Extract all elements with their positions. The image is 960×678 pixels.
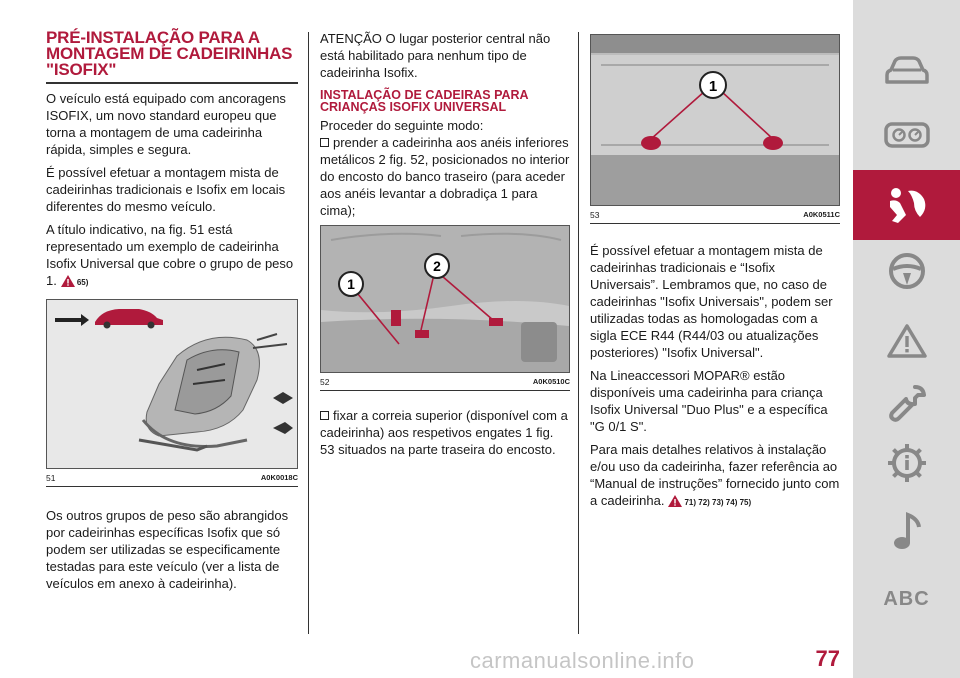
chapter-sidebar	[853, 0, 960, 678]
index-label: ABC	[883, 587, 930, 610]
figure-51-caption	[46, 473, 298, 487]
specs-gear-icon	[886, 442, 928, 484]
car-icon	[885, 56, 929, 86]
page-number: 77	[815, 646, 840, 671]
paragraph-procedure-intro: Proceder do seguinte modo:	[320, 118, 484, 133]
figure-code: A0K0510C	[532, 377, 570, 386]
figure-52-caption	[320, 377, 570, 391]
figure-51-isofix-seat	[46, 299, 298, 469]
figure-52-anchor-rings	[320, 225, 570, 373]
sidebar-item-warnings[interactable]	[853, 306, 960, 376]
warning-reference: 65)	[76, 278, 89, 287]
figure-number: 52	[320, 377, 330, 387]
dashboard-icon	[884, 122, 930, 148]
column-divider-1	[308, 32, 309, 634]
music-note-icon	[892, 511, 922, 551]
steering-wheel-icon	[887, 251, 927, 291]
warning-references: 71) 72) 73) 74) 75)	[684, 498, 752, 507]
airbag-safety-icon	[884, 185, 930, 225]
figure-number: 51	[46, 473, 56, 483]
checkbox-bullet-icon	[320, 138, 329, 147]
bullet-item-top-strap: fixar a correia superior (disponível com a cadeirinha) aos respetivos engates 1 fig. 53 situados na parte traseira do encosto.	[320, 408, 568, 457]
sidebar-item-multimedia[interactable]	[853, 496, 960, 566]
subsection-title: INSTALAÇÃO DE CADEIRAS PARA CRIANÇAS ISOFIX UNIVERSAL	[320, 88, 529, 114]
column-divider-2	[578, 32, 579, 634]
sidebar-item-index[interactable]	[853, 564, 960, 634]
sidebar-item-car[interactable]	[853, 36, 960, 106]
paragraph-isofix-intro: O veículo está equipado com ancoragens ISOFIX, um novo standard europeu que torna a montagem de uma cadeirinha rápida, simples e segura.	[46, 91, 286, 157]
sidebar-item-driving[interactable]	[853, 236, 960, 306]
paragraph-figure-ref: A título indicativo, na fig. 51 está representado um exemplo de cadeirinha Isofix Universal que cobre o grupo de peso 1. 65)	[46, 221, 298, 291]
figure-code: A0K0511C	[803, 210, 840, 219]
title-divider	[46, 82, 298, 84]
sidebar-item-dashboard[interactable]	[853, 100, 960, 170]
bullet-item-anchor-rings: prender a cadeirinha aos anéis inferiores metálicos 2 fig. 52, posicionados no interior do encosto do banco traseiro (para aceder aos anéis levantar a dobradiça 1 para cima);	[320, 135, 570, 218]
figure-number: 53	[590, 210, 600, 220]
section-title: PRÉ-INSTALAÇÃO PARA A MONTAGEM DE CADEIRINHAS "ISOFIX"	[46, 28, 293, 79]
paragraph-attention: ATENÇÃO O lugar posterior central não está habilitado para nenhum tipo de cadeirinha Isofix.	[320, 31, 551, 80]
watermark: carmanualsonline.info	[470, 648, 695, 673]
figure-53-top-tether	[590, 34, 840, 206]
warning-icon	[61, 274, 75, 291]
paragraph-manual-reference: Para mais detalhes relativos à instalação e/ou uso da cadeirinha, fazer referência ao “Manual de instruções” fornecido junto com a cadeirinha. 71) 72) 73) 74) 75)	[590, 441, 840, 511]
warning-triangle-icon	[887, 323, 927, 359]
column-2	[320, 30, 570, 464]
paragraph-mopar-accessories: Na Lineaccessori MOPAR® estão disponíveis uma cadeirinha para criança Isofix Universal "Duo Plus" e a específica "G 0/1 S".	[590, 368, 828, 434]
column-3	[590, 30, 840, 517]
callout-2: 2	[433, 258, 441, 274]
sidebar-item-safety[interactable]	[853, 170, 960, 240]
sidebar-item-specifications[interactable]	[853, 428, 960, 498]
callout-1: 1	[347, 276, 355, 292]
paragraph-universal-seats: É possível efetuar a montagem mista de cadeirinhas tradicionais e “Isofix Universais”. Lembramos que, no caso de cadeirinhas "Isofix Universais", podem ser utilizadas todas as homologadas com a sigla ECE R44 (R44/03 ou atualizações posteriores) "Isofix Universal".	[590, 243, 833, 360]
figure-code: A0K0018C	[260, 473, 298, 482]
paragraph-other-groups: Os outros grupos de peso são abrangidos por cadeirinhas específicas Isofix que só podem ser utilizadas se especificamente testadas para este veículo (ver a lista de veículos em anexo à cadeirinha).	[46, 508, 289, 591]
checkbox-bullet-icon	[320, 411, 329, 420]
warning-icon	[668, 494, 682, 511]
paragraph-mixed-install: É possível efetuar a montagem mista de cadeirinhas tradicionais e Isofix em locais diferentes do mesmo veículo.	[46, 165, 286, 214]
column-1	[46, 30, 298, 598]
callout-1: 1	[708, 78, 718, 95]
wrench-icon	[887, 383, 927, 423]
figure-53-caption	[590, 210, 840, 224]
